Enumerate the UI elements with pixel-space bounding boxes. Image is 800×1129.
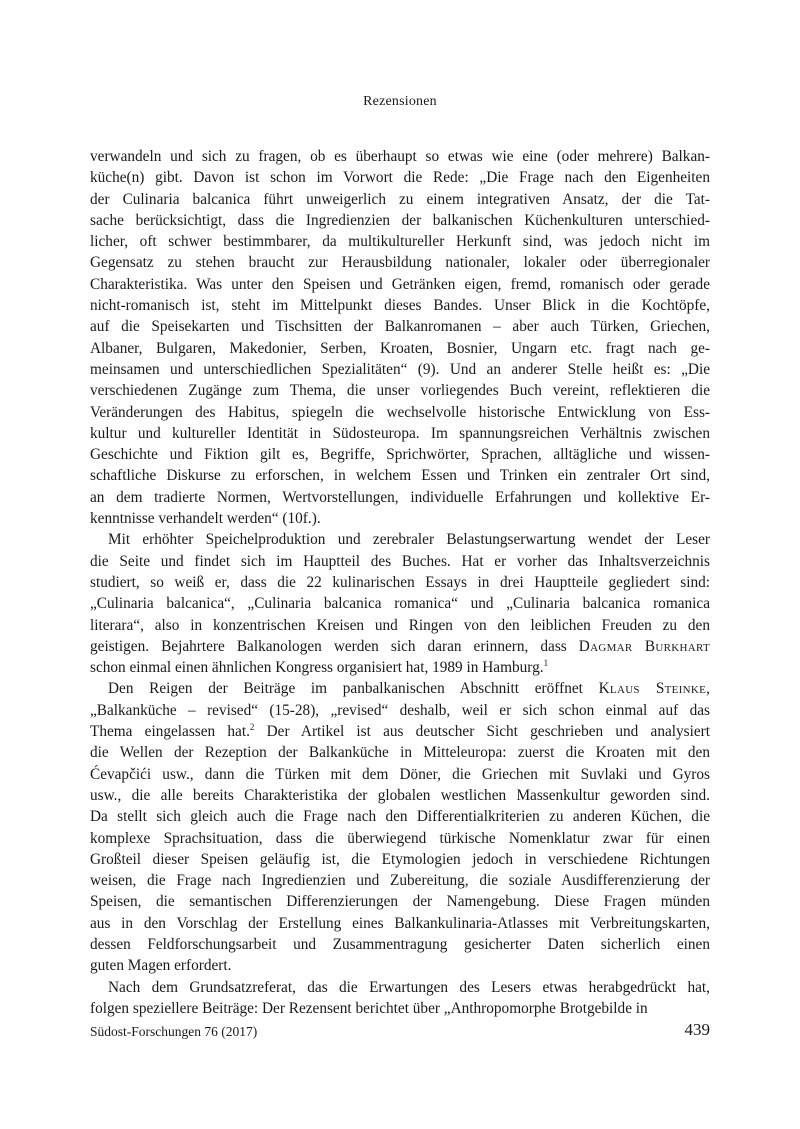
text-line: die Seite und findet sich im Hauptteil des Buches. Hat er vorher das Inhaltsverzeichnis	[90, 552, 710, 570]
text-line: literara“, also in konzentrischen Kreisen und Ringen von den leiblichen Freuden zu den	[90, 616, 710, 634]
text-line: guten Magen erfordert.	[90, 957, 232, 975]
text-line: der Culinaria balcanica führt unweigerlich zu einem integrativen Ansatz, der die Tat-	[90, 190, 710, 208]
text-line: Geschichte und Fiktion gilt es, Begriffe, Sprichwörter, Sprachen, alltägliche und wissen-	[90, 446, 710, 464]
running-head: Rezensionen	[363, 94, 437, 109]
text-line: kenntnisse verhandelt werden“ (10f.).	[90, 510, 321, 528]
page-number: 439	[684, 1020, 710, 1039]
author-name: Klaus Steinke	[598, 680, 707, 698]
text-line: usw., die alle bereits Charakteristika der globalen westlichen Massenkultur geworden sind.	[90, 786, 710, 804]
text-line: licher, oft schwer bestimmbarer, da multikultureller Herkunft sind, was jedoch nicht im	[90, 233, 710, 251]
paragraph	[90, 977, 710, 1020]
text-line: sache berücksichtigt, dass die Ingredienzien der balkanischen Küchenkulturen unterschied-	[90, 211, 710, 229]
journal-citation: Südost-Forschungen 76 (2017)	[90, 1024, 258, 1039]
text-line: an dem tradierte Normen, Wertvorstellungen, individuelle Erfahrungen und kollektive Er-	[90, 488, 710, 506]
text-line: komplexe Sprachsituation, dass die überwiegend türkische Nomenklatur zwar für einen	[90, 829, 710, 847]
text-line: dessen Feldforschungsarbeit und Zusammentragung gesicherter Daten sicherlich einen	[90, 935, 710, 953]
text-line: verschiedenen Zugänge zum Thema, die unser vorliegendes Buch vereint, reflektieren die	[90, 382, 710, 400]
paragraph	[90, 678, 710, 976]
text-line: Nach dem Grundsatzreferat, das die Erwartungen des Lesers etwas herabgedrückt hat,	[108, 978, 710, 996]
body-text	[90, 146, 710, 1019]
text-line: aus in den Vorschlag der Erstellung eines Balkankulinaria-Atlasses mit Verbreitungskarten,	[90, 914, 710, 932]
text-line: Charakteristika. Was unter den Speisen und Getränken eigen, fremd, romanisch oder gerade	[90, 275, 710, 293]
text-line: Gegensatz zu stehen braucht zur Herausbildung nationaler, lokaler oder überregionaler	[90, 254, 710, 272]
text-line: Mit erhöhter Speichelproduktion und zerebraler Belastungserwartung wendet der Leser	[108, 531, 710, 549]
text-line: „Culinaria balcanica“, „Culinaria balcanica romanica“ und „Culinaria balcanica romanica	[90, 595, 710, 613]
text-line: verwandeln und sich zu fragen, ob es überhaupt so etwas wie eine (oder mehrere) Balkan-	[90, 148, 710, 165]
text-line: küche(n) gibt. Davon ist schon im Vorwort die Rede: „Die Frage nach den Eigenheiten	[90, 169, 710, 187]
text-line: meinsamen und unterschiedlichen Spezialitäten“ (9). Und an anderer Stelle heißt es: „Die	[90, 360, 710, 378]
text-line: geistigen. Bejahrtere Balkanologen werden sich daran erinnern, dass Dagmar Burkhart	[90, 637, 711, 655]
text-line: schon einmal einen ähnlichen Kongress organisiert hat, 1989 in Hamburg.$^1$	[90, 658, 549, 677]
text-line: auf die Speisekarten und Tischsitten der Balkanromanen – aber auch Türken, Griechen,	[90, 318, 710, 336]
author-name: Dagmar Burkhart	[578, 637, 711, 655]
text-line: „Balkanküche – revised“ (15-28), „revised“ deshalb, weil er sich schon einmal auf das	[90, 701, 710, 719]
footnote-ref: 2	[249, 721, 255, 732]
text-line: die Wellen der Rezeption der Balkanküche in Mitteleuropa: zuerst die Kroaten mit den	[90, 744, 710, 762]
footnote-ref: 1	[543, 658, 549, 669]
paragraph	[90, 529, 710, 678]
text-line: Großteil dieser Speisen geläufig ist, die Etymologien jedoch in verschiedene Richtungen	[90, 850, 710, 868]
text-line: folgen speziellere Beiträge: Der Rezensent berichtet über „Anthropomorphe Brotgebilde in	[90, 999, 648, 1017]
text-line: Veränderungen des Habitus, spiegeln die wechselvolle historische Entwicklung von Ess-	[90, 403, 710, 421]
text-line: Den Reigen der Beiträge im panbalkanischen Abschnitt eröffnet Klaus Steinke,	[108, 680, 710, 698]
text-line: studiert, so weiß er, dass die 22 kulinarischen Essays in drei Hauptteile gegliedert sind:	[90, 573, 710, 591]
text-line: Ćevapčići usw., dann die Türken mit dem Döner, die Griechen mit Suvlaki und Gyros	[90, 765, 710, 783]
paragraph	[90, 146, 710, 529]
text-line: nicht-romanisch ist, steht im Mittelpunkt dieses Bandes. Unser Blick in die Kochtöpfe,	[90, 297, 710, 315]
text-line: kultur und kultureller Identität in Südosteuropa. Im spannungsreichen Verhältnis zwischen	[90, 424, 710, 442]
text-line: weisen, die Frage nach Ingredienzien und Zubereitung, die soziale Ausdifferenzierung der	[90, 872, 710, 890]
text-line: Thema eingelassen hat.$^2$ Der Artikel ist aus deutscher Sicht geschrieben und analysiert	[90, 721, 710, 741]
text-line: schaftliche Diskurse zu erforschen, in welchem Essen und Trinken ein zentraler Ort sind,	[90, 467, 710, 485]
text-line: Da stellt sich gleich auch die Frage nach den Differentialkriterien zu anderen Küchen, die	[90, 808, 710, 826]
text-line: Albaner, Bulgaren, Makedonier, Serben, Kroaten, Bosnier, Ungarn etc. fragt nach ge-	[90, 339, 710, 357]
text-line: Speisen, die semantischen Differenzierungen der Namengebung. Diese Fragen münden	[90, 893, 710, 911]
